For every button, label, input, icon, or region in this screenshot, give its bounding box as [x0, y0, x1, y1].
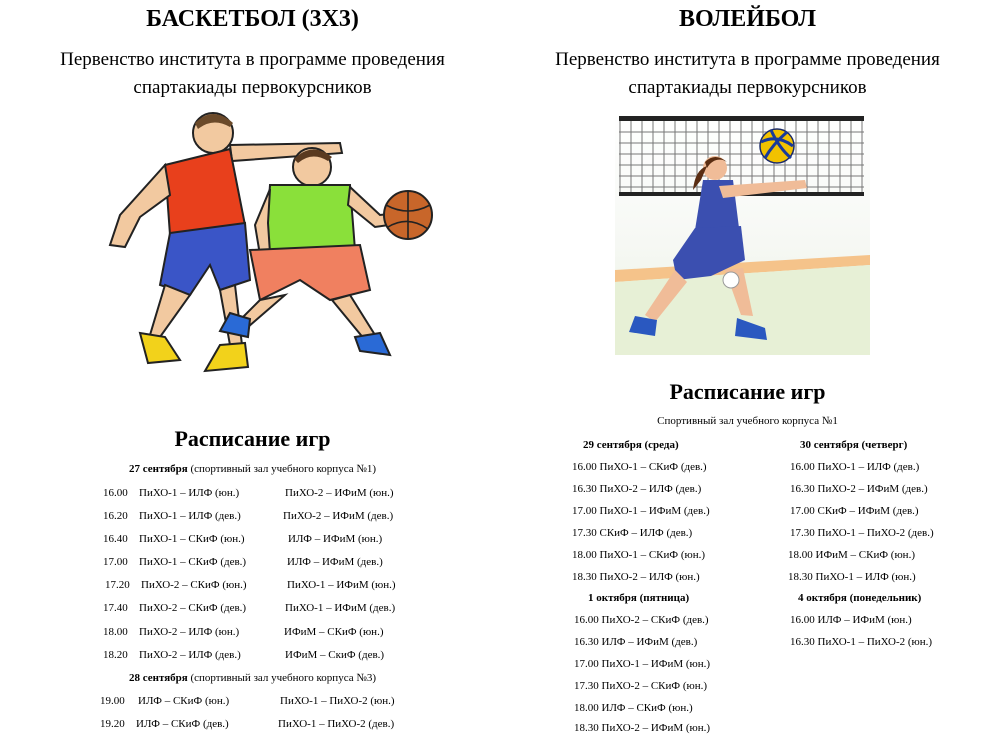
game-match: ПиХО-1 – ИФиМ (дев.)	[285, 602, 396, 614]
volleyball-day-30-header: 30 сентября (четверг)	[800, 439, 908, 451]
table-row	[103, 649, 384, 661]
game-time: 16.00	[103, 487, 128, 499]
list-item: 16.30 ИЛФ – ИФиМ (дев.)	[574, 636, 698, 648]
game-match: ПиХО-1 – ПиХО-2 (юн.)	[280, 695, 395, 707]
basketball-players-illustration	[70, 105, 450, 385]
basketball-subtitle-line2: спартакиады первокурсников	[133, 77, 372, 98]
game-match: ПиХО-1 – ИЛФ (юн.)	[139, 487, 240, 499]
basketball-day2-header	[0, 672, 505, 684]
volleyball-day-29-header: 29 сентября (среда)	[583, 439, 679, 451]
game-time: 16.20	[103, 510, 128, 522]
game-time: 17.40	[103, 602, 128, 614]
game-match: ПиХО-1 – ПиХО-2 (дев.)	[278, 718, 395, 730]
list-item: 16.30 ПиХО-2 – ИЛФ (дев.)	[572, 483, 702, 495]
basketball-title: БАСКЕТБОЛ (3Х3)	[146, 6, 359, 32]
game-time: 17.00	[103, 556, 128, 568]
game-match: ИЛФ – СКиФ (дев.)	[136, 718, 229, 730]
list-item: 17.00 ПиХО-1 – ИФиМ (юн.)	[574, 658, 711, 670]
table-row	[103, 556, 383, 568]
volleyball-player-illustration	[615, 110, 870, 355]
volleyball-schedule-title: Расписание игр	[669, 379, 826, 404]
list-item: 18.00 ИФиМ – СКиФ (юн.)	[788, 549, 915, 561]
table-row	[103, 510, 393, 522]
basketball-day2-place: (спортивный зал учебного корпуса №3)	[187, 672, 377, 684]
list-item: 18.30 ПиХО-2 – ИЛФ (юн.)	[572, 571, 700, 583]
list-item: 18.00 ИЛФ – СКиФ (юн.)	[574, 702, 693, 714]
game-time: 16.40	[103, 533, 128, 545]
volleyball-title: ВОЛЕЙБОЛ	[678, 6, 817, 32]
table-row	[100, 718, 394, 730]
list-item: 18.30 ПиХО-2 – ИФиМ (юн.)	[574, 722, 711, 734]
volleyball-subtitle-line2: спартакиады первокурсников	[628, 77, 867, 98]
list-item: 17.00 ПиХО-1 – ИФиМ (дев.)	[572, 505, 710, 517]
game-match: ПиХО-1 – ИФиМ (юн.)	[287, 579, 396, 591]
table-row	[103, 533, 382, 545]
table-row	[103, 487, 394, 499]
game-match: ПиХО-1 – ИЛФ (дев.)	[139, 510, 241, 522]
table-row	[103, 602, 395, 614]
game-time: 19.00	[100, 695, 125, 707]
game-match: ПиХО-2 – СКиФ (юн.)	[141, 579, 247, 591]
game-time: 17.20	[105, 579, 130, 591]
game-match: ПиХО-2 – ИЛФ (юн.)	[139, 626, 240, 638]
table-row	[105, 579, 396, 591]
basketball-day1-header	[0, 463, 505, 475]
volleyball-day-4oct-header: 4 октября (понедельник)	[798, 592, 922, 604]
list-item: 17.00 СКиФ – ИФиМ (дев.)	[790, 505, 919, 517]
list-item: 17.30 ПиХО-2 – СКиФ (юн.)	[574, 680, 708, 692]
list-item: 16.00 ПиХО-1 – ИЛФ (дев.)	[790, 461, 920, 473]
list-item: 17.30 СКиФ – ИЛФ (дев.)	[572, 527, 693, 539]
game-match: ПиХО-2 – ИЛФ (дев.)	[139, 649, 241, 661]
game-match: ИЛФ – ИФиМ (юн.)	[288, 533, 383, 545]
game-match: ПиХО-1 – СКиФ (дев.)	[139, 556, 247, 568]
game-time: 19.20	[100, 718, 125, 730]
basketball-day1-date: 27 сентября	[128, 463, 188, 475]
game-match: ИЛФ – СКиФ (юн.)	[138, 695, 230, 707]
list-item: 16.00 ПиХО-2 – СКиФ (дев.)	[574, 614, 709, 626]
game-match: ПиХО-2 – ИФиМ (юн.)	[285, 487, 394, 499]
volleyball-subtitle-line1: Первенство института в программе проведения	[555, 49, 940, 70]
list-item: 18.00 ПиХО-1 – СКиФ (юн.)	[572, 549, 706, 561]
basketball-subtitle-line1: Первенство института в программе проведения	[60, 49, 445, 70]
volleyball-day-1oct-header: 1 октября (пятница)	[588, 592, 690, 604]
list-item: 16.00 ИЛФ – ИФиМ (юн.)	[790, 614, 912, 626]
game-match: ПиХО-1 – СКиФ (юн.)	[139, 533, 245, 545]
list-item: 16.30 ПиХО-2 – ИФиМ (дев.)	[790, 483, 928, 495]
game-time: 18.20	[103, 649, 128, 661]
game-time: 18.00	[103, 626, 128, 638]
list-item: 16.00 ПиХО-1 – СКиФ (дев.)	[572, 461, 707, 473]
list-item: 16.30 ПиХО-1 – ПиХО-2 (юн.)	[790, 636, 933, 648]
game-match: ПиХО-2 – ИФиМ (дев.)	[283, 510, 394, 522]
basketball-day2-date: 28 сентября	[128, 672, 188, 684]
list-item: 17.30 ПиХО-1 – ПиХО-2 (дев.)	[790, 527, 934, 539]
game-match: ПиХО-2 – СКиФ (дев.)	[139, 602, 247, 614]
basketball-schedule-title: Расписание игр	[174, 426, 331, 451]
volleyball-venue: Спортивный зал учебного корпуса №1	[657, 415, 838, 427]
game-match: ИЛФ – ИФиМ (дев.)	[287, 556, 383, 568]
game-match: ИФиМ – СкиФ (дев.)	[285, 649, 385, 661]
game-match: ИФиМ – СКиФ (юн.)	[284, 626, 384, 638]
list-item: 18.30 ПиХО-1 – ИЛФ (юн.)	[788, 571, 916, 583]
basketball-day1-place: (спортивный зал учебного корпуса №1)	[187, 463, 377, 475]
table-row	[103, 626, 383, 638]
table-row	[100, 695, 395, 707]
